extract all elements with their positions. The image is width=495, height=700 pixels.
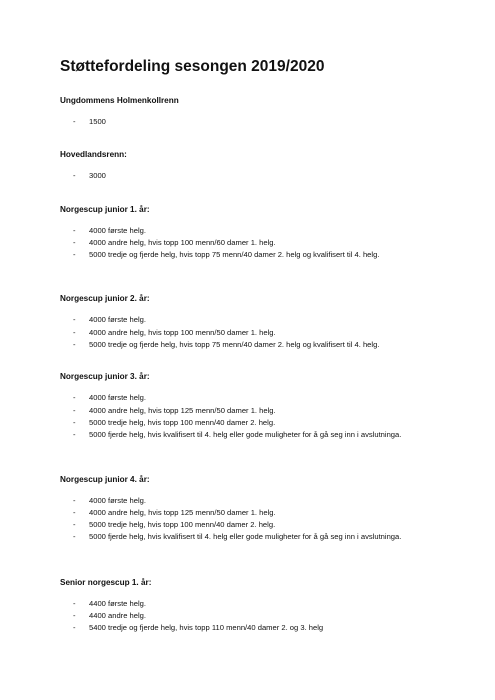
support-list	[60, 598, 455, 635]
list-item-text: 5000 fjerde helg, hvis kvalifisert til 4. helg eller gode muligheter for å gå seg inn i avslutninga.	[89, 430, 402, 440]
list-item-text: 4400 første helg.	[89, 598, 146, 608]
list-item-text: 4000 første helg.	[89, 315, 146, 325]
list-item-text: 4000 andre helg, hvis topp 100 menn/60 damer 1. helg.	[89, 237, 276, 247]
list-item	[60, 237, 455, 249]
list-item	[60, 225, 455, 237]
document-title: Støttefordeling sesongen 2019/2020	[60, 58, 325, 75]
section-norgescup-junior-4	[60, 474, 455, 544]
list-item	[60, 622, 455, 634]
list-item	[60, 249, 455, 261]
bullet-dash: -	[73, 598, 76, 608]
bullet-dash: -	[73, 340, 76, 350]
bullet-dash: -	[73, 393, 76, 403]
list-item-text: 1500	[89, 117, 106, 126]
section-heading: Norgescup junior 2. år:	[60, 294, 150, 304]
section-norgescup-junior-1	[60, 204, 455, 262]
section-norgescup-junior-2	[60, 293, 455, 351]
list-item-text: 4000 andre helg, hvis topp 100 menn/50 damer 1. helg.	[89, 327, 276, 337]
list-item	[60, 314, 455, 326]
bullet-dash: -	[73, 117, 76, 126]
bullet-dash: -	[73, 327, 76, 337]
list-item-text: 5000 fjerde helg, hvis kvalifisert til 4. helg eller gode muligheter for å gå seg inn i avslutninga.	[89, 532, 402, 542]
support-list	[60, 225, 455, 262]
bullet-dash: -	[73, 250, 76, 260]
list-item	[60, 327, 455, 339]
section-heading: Ungdommens Holmenkollrenn	[60, 96, 179, 105]
list-item-text: 4400 andre helg.	[89, 611, 147, 621]
bullet-dash: -	[73, 507, 76, 517]
list-item	[60, 598, 455, 610]
section-norgescup-junior-3	[60, 371, 455, 441]
bullet-dash: -	[73, 417, 76, 427]
bullet-dash: -	[73, 315, 76, 325]
bullet-dash: -	[73, 623, 76, 633]
section-ungdommens-holmenkollrenn	[60, 95, 455, 128]
list-item-text: 4000 første helg.	[89, 393, 146, 403]
list-item	[60, 170, 455, 182]
list-item	[60, 610, 455, 622]
section-senior-norgescup-1	[60, 577, 455, 635]
bullet-dash: -	[73, 225, 76, 235]
section-heading: Hovedlandsrenn:	[60, 150, 127, 160]
bullet-dash: -	[73, 611, 76, 621]
section-heading: Norgescup junior 1. år:	[60, 204, 150, 214]
list-item-text: 5000 tredje og fjerde helg, hvis topp 75 menn/40 damer 2. helg og kvalifisert til 4. helg.	[89, 250, 380, 260]
bullet-dash: -	[73, 171, 76, 181]
list-item-text: 4000 andre helg, hvis topp 125 menn/50 damer 1. helg.	[89, 507, 276, 517]
list-item	[60, 405, 455, 417]
list-item-text: 3000	[89, 171, 106, 181]
list-item	[60, 507, 455, 519]
bullet-dash: -	[73, 405, 76, 415]
support-list	[60, 495, 455, 544]
bullet-dash: -	[73, 237, 76, 247]
section-heading: Senior norgescup 1. år:	[60, 577, 152, 587]
support-list	[60, 314, 455, 351]
support-list	[60, 116, 455, 128]
list-item	[60, 519, 455, 531]
support-list	[60, 170, 455, 182]
bullet-dash: -	[73, 430, 76, 440]
list-item	[60, 392, 455, 404]
list-item-text: 5400 tredje og fjerde helg, hvis topp 110 menn/40 damer 2. og 3. helg	[89, 623, 324, 633]
list-item	[60, 531, 455, 543]
bullet-dash: -	[73, 520, 76, 530]
bullet-dash: -	[73, 532, 76, 542]
support-list	[60, 392, 455, 441]
list-item	[60, 495, 455, 507]
list-item-text: 5000 tredje og fjerde helg, hvis topp 75 menn/40 damer 2. helg og kvalifisert til 4. helg.	[89, 340, 380, 350]
section-heading: Norgescup junior 4. år:	[60, 474, 150, 484]
list-item-text: 5000 tredje helg, hvis topp 100 menn/40 damer 2. helg.	[89, 520, 276, 530]
list-item	[60, 429, 455, 441]
section-heading: Norgescup junior 3. år:	[60, 372, 150, 382]
section-hovedlandsrenn	[60, 149, 455, 182]
bullet-dash: -	[73, 495, 76, 505]
list-item-text: 4000 andre helg, hvis topp 125 menn/50 damer 1. helg.	[89, 405, 276, 415]
list-item	[60, 116, 455, 128]
list-item-text: 4000 første helg.	[89, 495, 146, 505]
list-item-text: 5000 tredje helg, hvis topp 100 menn/40 damer 2. helg.	[89, 417, 276, 427]
list-item-text: 4000 første helg.	[89, 225, 146, 235]
list-item	[60, 339, 455, 351]
list-item	[60, 417, 455, 429]
